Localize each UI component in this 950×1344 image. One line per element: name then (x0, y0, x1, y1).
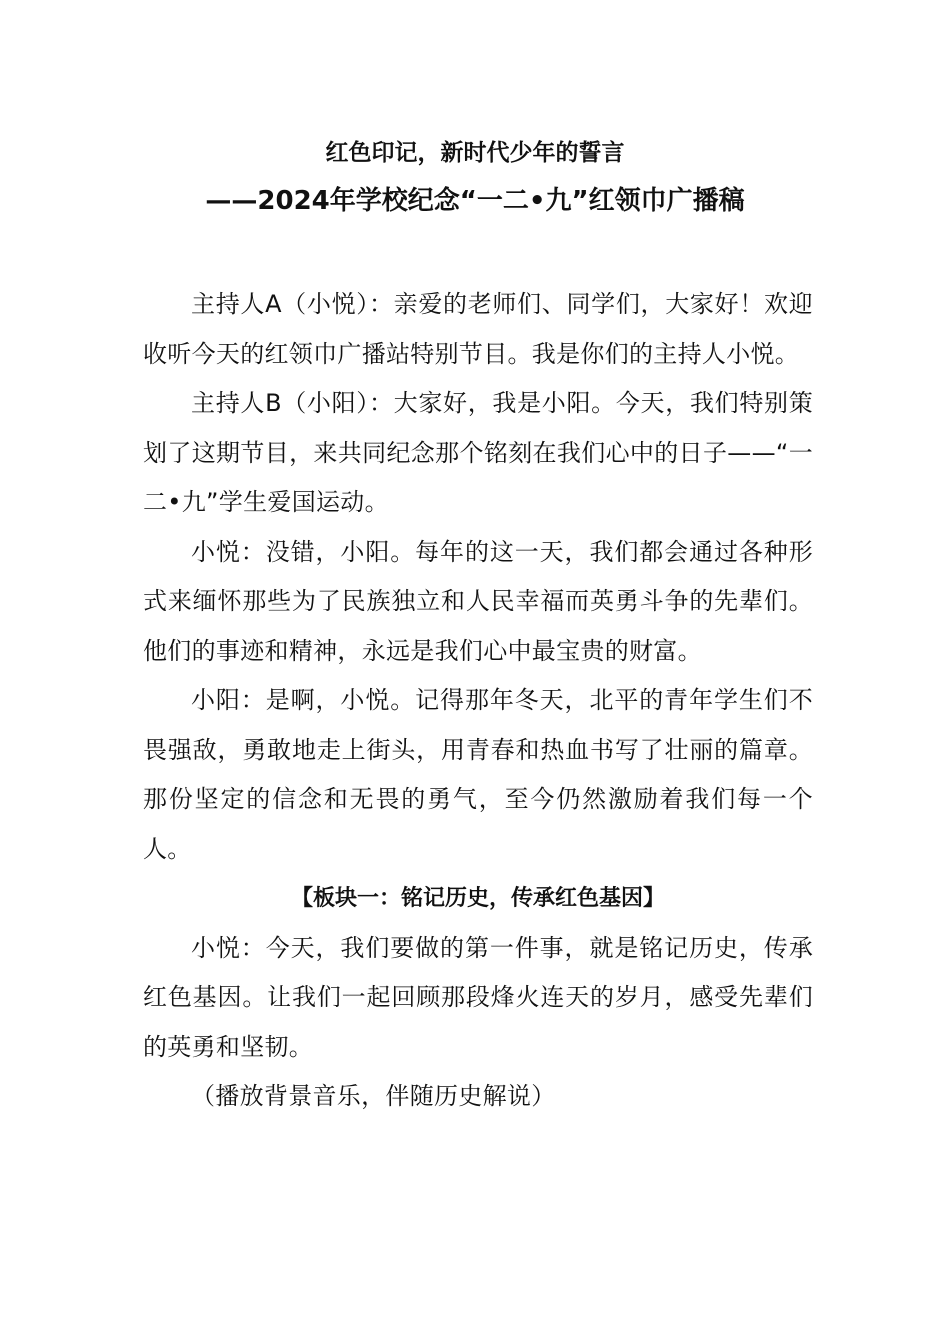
paragraph-host-b-intro: 主持人B（小阳）：大家好，我是小阳。今天，我们特别策划了这期节目，来共同纪念那个铭刻在我们心中的日子——“一二•九”学生爱国运动。 (143, 389, 813, 516)
paragraph-xiaoyue-remembrance: 小悦：没错，小阳。每年的这一天，我们都会通过各种形式来缅怀那些为了民族独立和人民幸福而英勇斗争的先辈们。他们的事迹和精神，永远是我们心中最宝贵的财富。 (143, 537, 813, 665)
document-subtitle: ——2024年学校纪念“一二•九”红领巾广播稿 (205, 186, 745, 216)
paragraph-section-one: 小悦：今天，我们要做的第一件事，就是铭记历史，传承红色基因。让我们一起回顾那段烽火连天的岁月，感受先辈们的英勇和坚韧。 (143, 933, 813, 1061)
stage-direction: （播放背景音乐，伴随历史解说） (191, 1082, 556, 1110)
section-heading: 【板块一：铭记历史，传承红色基因】 (290, 886, 665, 911)
document-title: 红色印记，新时代少年的誓言 (325, 140, 625, 166)
paragraph-xiaoyang-history: 小阳：是啊，小悦。记得那年冬天，北平的青年学生们不畏强敌，勇敢地走上街头，用青春和热血书写了壮丽的篇章。那份坚定的信念和无畏的勇气，至今仍然激励着我们每一个人。 (143, 686, 813, 863)
document-body (143, 280, 813, 1122)
paragraph-host-a-intro: 主持人A（小悦）：亲爱的老师们、同学们，大家好！欢迎收听今天的红领巾广播站特别节目。我是你们的主持人小悦。 (143, 290, 813, 368)
